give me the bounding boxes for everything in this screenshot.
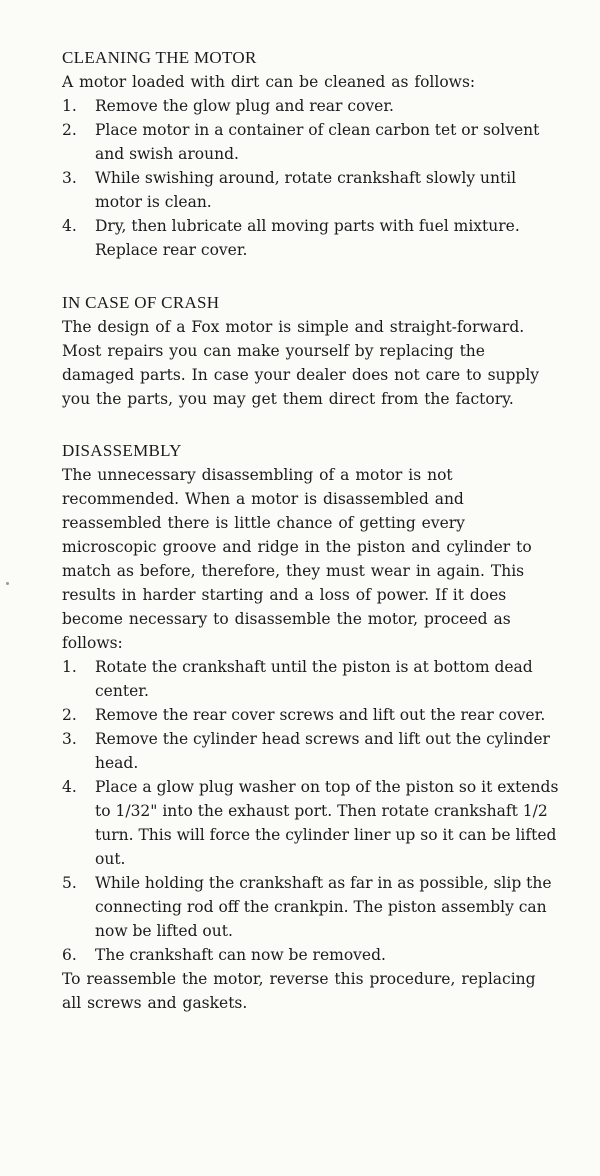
cleaning-steps bbox=[62, 94, 560, 262]
cleaning-heading: CLEANING THE MOTOR bbox=[62, 48, 257, 67]
step-number: 5. bbox=[62, 874, 77, 892]
step-number: 6. bbox=[62, 946, 77, 964]
section-spacer bbox=[62, 262, 560, 291]
list-item bbox=[62, 94, 560, 118]
cleaning-intro: A motor loaded with dirt can be cleaned as follows: bbox=[62, 73, 476, 91]
crash-body: The design of a Fox motor is simple and straight-forward. Most repairs you can make yourself by replacing the damaged parts. In case your dealer does not care to supply you the parts, you may get them direct from the factory. bbox=[62, 318, 540, 408]
scan-speck bbox=[6, 582, 9, 585]
list-item bbox=[62, 214, 560, 262]
step-text: While swishing around, rotate crankshaft slowly until motor is clean. bbox=[95, 169, 517, 211]
step-number: 2. bbox=[62, 706, 77, 724]
disassembly-section bbox=[62, 439, 560, 1015]
section-spacer bbox=[62, 411, 560, 439]
crash-heading: IN CASE OF CRASH bbox=[62, 293, 220, 312]
step-number: 2. bbox=[62, 121, 77, 139]
list-item bbox=[62, 118, 560, 166]
step-number: 4. bbox=[62, 217, 77, 235]
step-text: Dry, then lubricate all moving parts with fuel mixture. Replace rear cover. bbox=[95, 217, 520, 259]
list-item bbox=[62, 166, 560, 214]
step-text: Place a glow plug washer on top of the piston so it extends to 1/32" into the exhaust port. Then rotate crankshaft 1/2 turn. This will force the cylinder liner up so it can be lifted out. bbox=[95, 778, 559, 868]
cleaning-section bbox=[62, 46, 560, 262]
list-item bbox=[62, 871, 560, 943]
disassembly-body: The unnecessary disassembling of a motor is not recommended. When a motor is disassembled and reassembled there is little chance of getting every microscopic groove and ridge in the piston and cylinder to match as before, therefore, they must wear in again. This results in harder starting and a loss of power. If it does become necessary to disassemble the motor, proceed as follows: bbox=[62, 466, 532, 652]
step-text: Remove the cylinder head screws and lift out the cylinder head. bbox=[95, 730, 550, 772]
step-number: 3. bbox=[62, 730, 77, 748]
list-item bbox=[62, 703, 560, 727]
step-number: 1. bbox=[62, 97, 77, 115]
list-item bbox=[62, 727, 560, 775]
step-text: Rotate the crankshaft until the piston is at bottom dead center. bbox=[95, 658, 533, 700]
step-text: Remove the glow plug and rear cover. bbox=[95, 97, 394, 115]
step-text: The crankshaft can now be removed. bbox=[95, 946, 386, 964]
list-item bbox=[62, 775, 560, 871]
list-item bbox=[62, 655, 560, 703]
disassembly-steps bbox=[62, 655, 560, 967]
step-text: Remove the rear cover screws and lift out the rear cover. bbox=[95, 706, 546, 724]
step-number: 4. bbox=[62, 778, 77, 796]
step-text: While holding the crankshaft as far in as possible, slip the connecting rod off the crankpin. The piston assembly can now be lifted out. bbox=[95, 874, 552, 940]
disassembly-heading: DISASSEMBLY bbox=[62, 441, 182, 460]
list-item bbox=[62, 943, 560, 967]
step-text: Place motor in a container of clean carbon tet or solvent and swish around. bbox=[95, 121, 540, 163]
crash-section bbox=[62, 291, 560, 411]
disassembly-closing: To reassemble the motor, reverse this procedure, replacing all screws and gaskets. bbox=[62, 970, 536, 1012]
step-number: 1. bbox=[62, 658, 77, 676]
step-number: 3. bbox=[62, 169, 77, 187]
